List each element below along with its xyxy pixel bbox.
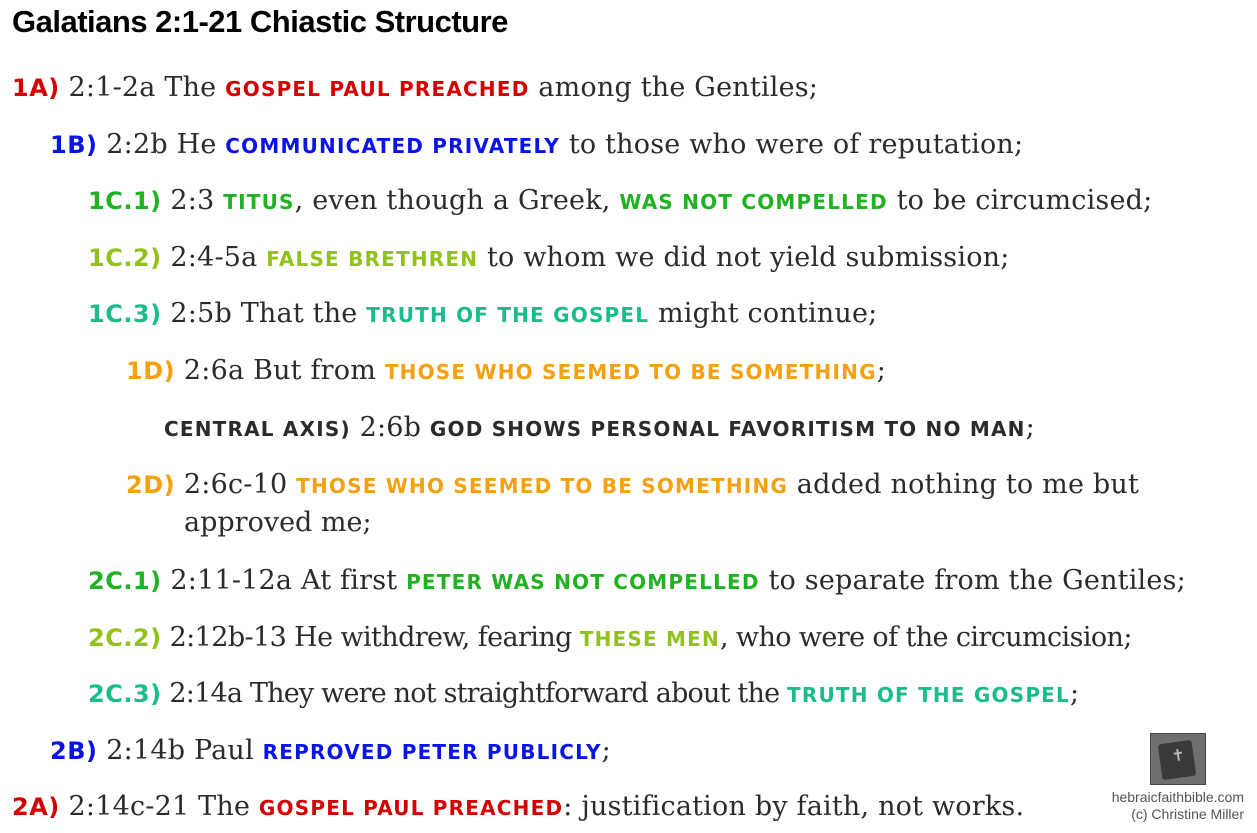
rest-2c1: to separate from the Gentiles;: [759, 565, 1186, 596]
ref-central-axis: 2:6b: [359, 412, 430, 443]
rest-2d: added nothing to me but: [788, 469, 1140, 500]
label-central-axis: CENTRAL AXIS): [164, 417, 351, 441]
credit-author: (c) Christine Miller: [1131, 806, 1244, 822]
label-1c3: 1C.3): [88, 300, 162, 328]
rest-2a: : justification by faith, not works.: [563, 791, 1025, 822]
ref-2a: 2:14c-21 The: [68, 791, 259, 822]
bible-logo-icon: ✝: [1150, 733, 1206, 785]
credit-site: hebraicfaithbible.com: [1111, 789, 1244, 805]
ref-2c2: 2:12b-13 He withdrew, fearing: [169, 622, 580, 653]
rest-1c1: to be circumcised;: [887, 185, 1153, 216]
keyword-2b: REPROVED PETER PUBLICLY: [262, 740, 602, 764]
chiasm-line-central-axis: [164, 408, 1035, 447]
keyword-1c3: TRUTH OF THE GOSPEL: [366, 303, 650, 327]
label-2c2: 2C.2): [88, 624, 162, 652]
ref-2c1: 2:11-12a At first: [170, 565, 407, 596]
ref-1d: 2:6a But from: [183, 355, 385, 386]
chiasm-line-1c2: [88, 238, 1010, 277]
ref-2b: 2:14b Paul: [106, 735, 263, 766]
chiasm-line-2c3: [88, 674, 1078, 713]
rest-1a: among the Gentiles;: [529, 72, 819, 103]
label-2c3: 2C.3): [88, 680, 162, 708]
keyword-2d: THOSE WHO SEEMED TO BE SOMETHING: [296, 474, 788, 498]
chiasm-line-2b: [50, 731, 611, 770]
chiasm-line-2d: [126, 465, 1139, 504]
label-1c1: 1C.1): [88, 187, 162, 215]
ref-1c1: 2:3: [170, 185, 224, 216]
ref-1c2: 2:4-5a: [170, 242, 267, 273]
chiasm-line-1c1: [88, 181, 1152, 220]
rest-2b: ;: [601, 735, 611, 766]
page-title: Galatians 2:1-21 Chiastic Structure: [12, 4, 508, 39]
keyword-1a: GOSPEL PAUL PREACHED: [225, 77, 530, 101]
keyword-1d: THOSE WHO SEEMED TO BE SOMETHING: [384, 360, 877, 384]
label-1c2: 1C.2): [88, 244, 162, 272]
chiasm-line-2a: [12, 787, 1024, 826]
chiasm-line-2d-continued: approved me;: [184, 507, 372, 538]
ref-2d: 2:6c-10: [183, 469, 297, 500]
keyword-1c2: FALSE BRETHREN: [266, 247, 479, 271]
label-2b: 2B): [50, 737, 98, 765]
rest-central-axis: ;: [1025, 412, 1035, 443]
label-1d: 1D): [126, 357, 176, 385]
label-2a: 2A): [12, 793, 60, 821]
keyword-2c1: PETER WAS NOT COMPELLED: [406, 570, 760, 594]
chiasm-line-1c3: [88, 294, 877, 333]
rest-1d: ;: [876, 355, 886, 386]
chiasm-line-1b: [50, 125, 1023, 164]
keyword-2c3: TRUTH OF THE GOSPEL: [787, 683, 1070, 707]
rest-1c3: might continue;: [649, 298, 878, 329]
keyword-1b: COMMUNICATED PRIVATELY: [225, 134, 561, 158]
ref-1b: 2:2b He: [106, 129, 226, 160]
label-2d: 2D): [126, 471, 176, 499]
label-1b: 1B): [50, 131, 98, 159]
chiasm-line-1d: [126, 351, 886, 390]
rest-1b: to those who were of reputation;: [560, 129, 1024, 160]
keyword-2a: GOSPEL PAUL PREACHED: [258, 796, 564, 820]
keyword-2c2: THESE MEN: [579, 627, 720, 651]
ref-2c3: 2:14a They were not straightforward about the: [169, 678, 788, 709]
keyword-1c1-b: WAS NOT COMPELLED: [619, 190, 888, 214]
label-2c1: 2C.1): [88, 567, 162, 595]
keyword-central-axis: GOD SHOWS PERSONAL FAVORITISM TO NO MAN: [429, 417, 1026, 441]
rest-2c2: , who were of the circumcision;: [719, 622, 1132, 653]
rest-2c3: ;: [1069, 678, 1079, 709]
chiasm-line-2c1: [88, 561, 1186, 600]
ref-1c3: 2:5b That the: [170, 298, 367, 329]
mid-1c1: , even though a Greek,: [294, 185, 620, 216]
ref-1a: 2:1-2a The: [68, 72, 226, 103]
keyword-1c1-a: TITUS: [223, 190, 295, 214]
label-1a: 1A): [12, 74, 60, 102]
rest-1c2: to whom we did not yield submission;: [478, 242, 1010, 273]
chiasm-line-1a: [12, 68, 818, 107]
chiasm-line-2c2: [88, 618, 1132, 657]
